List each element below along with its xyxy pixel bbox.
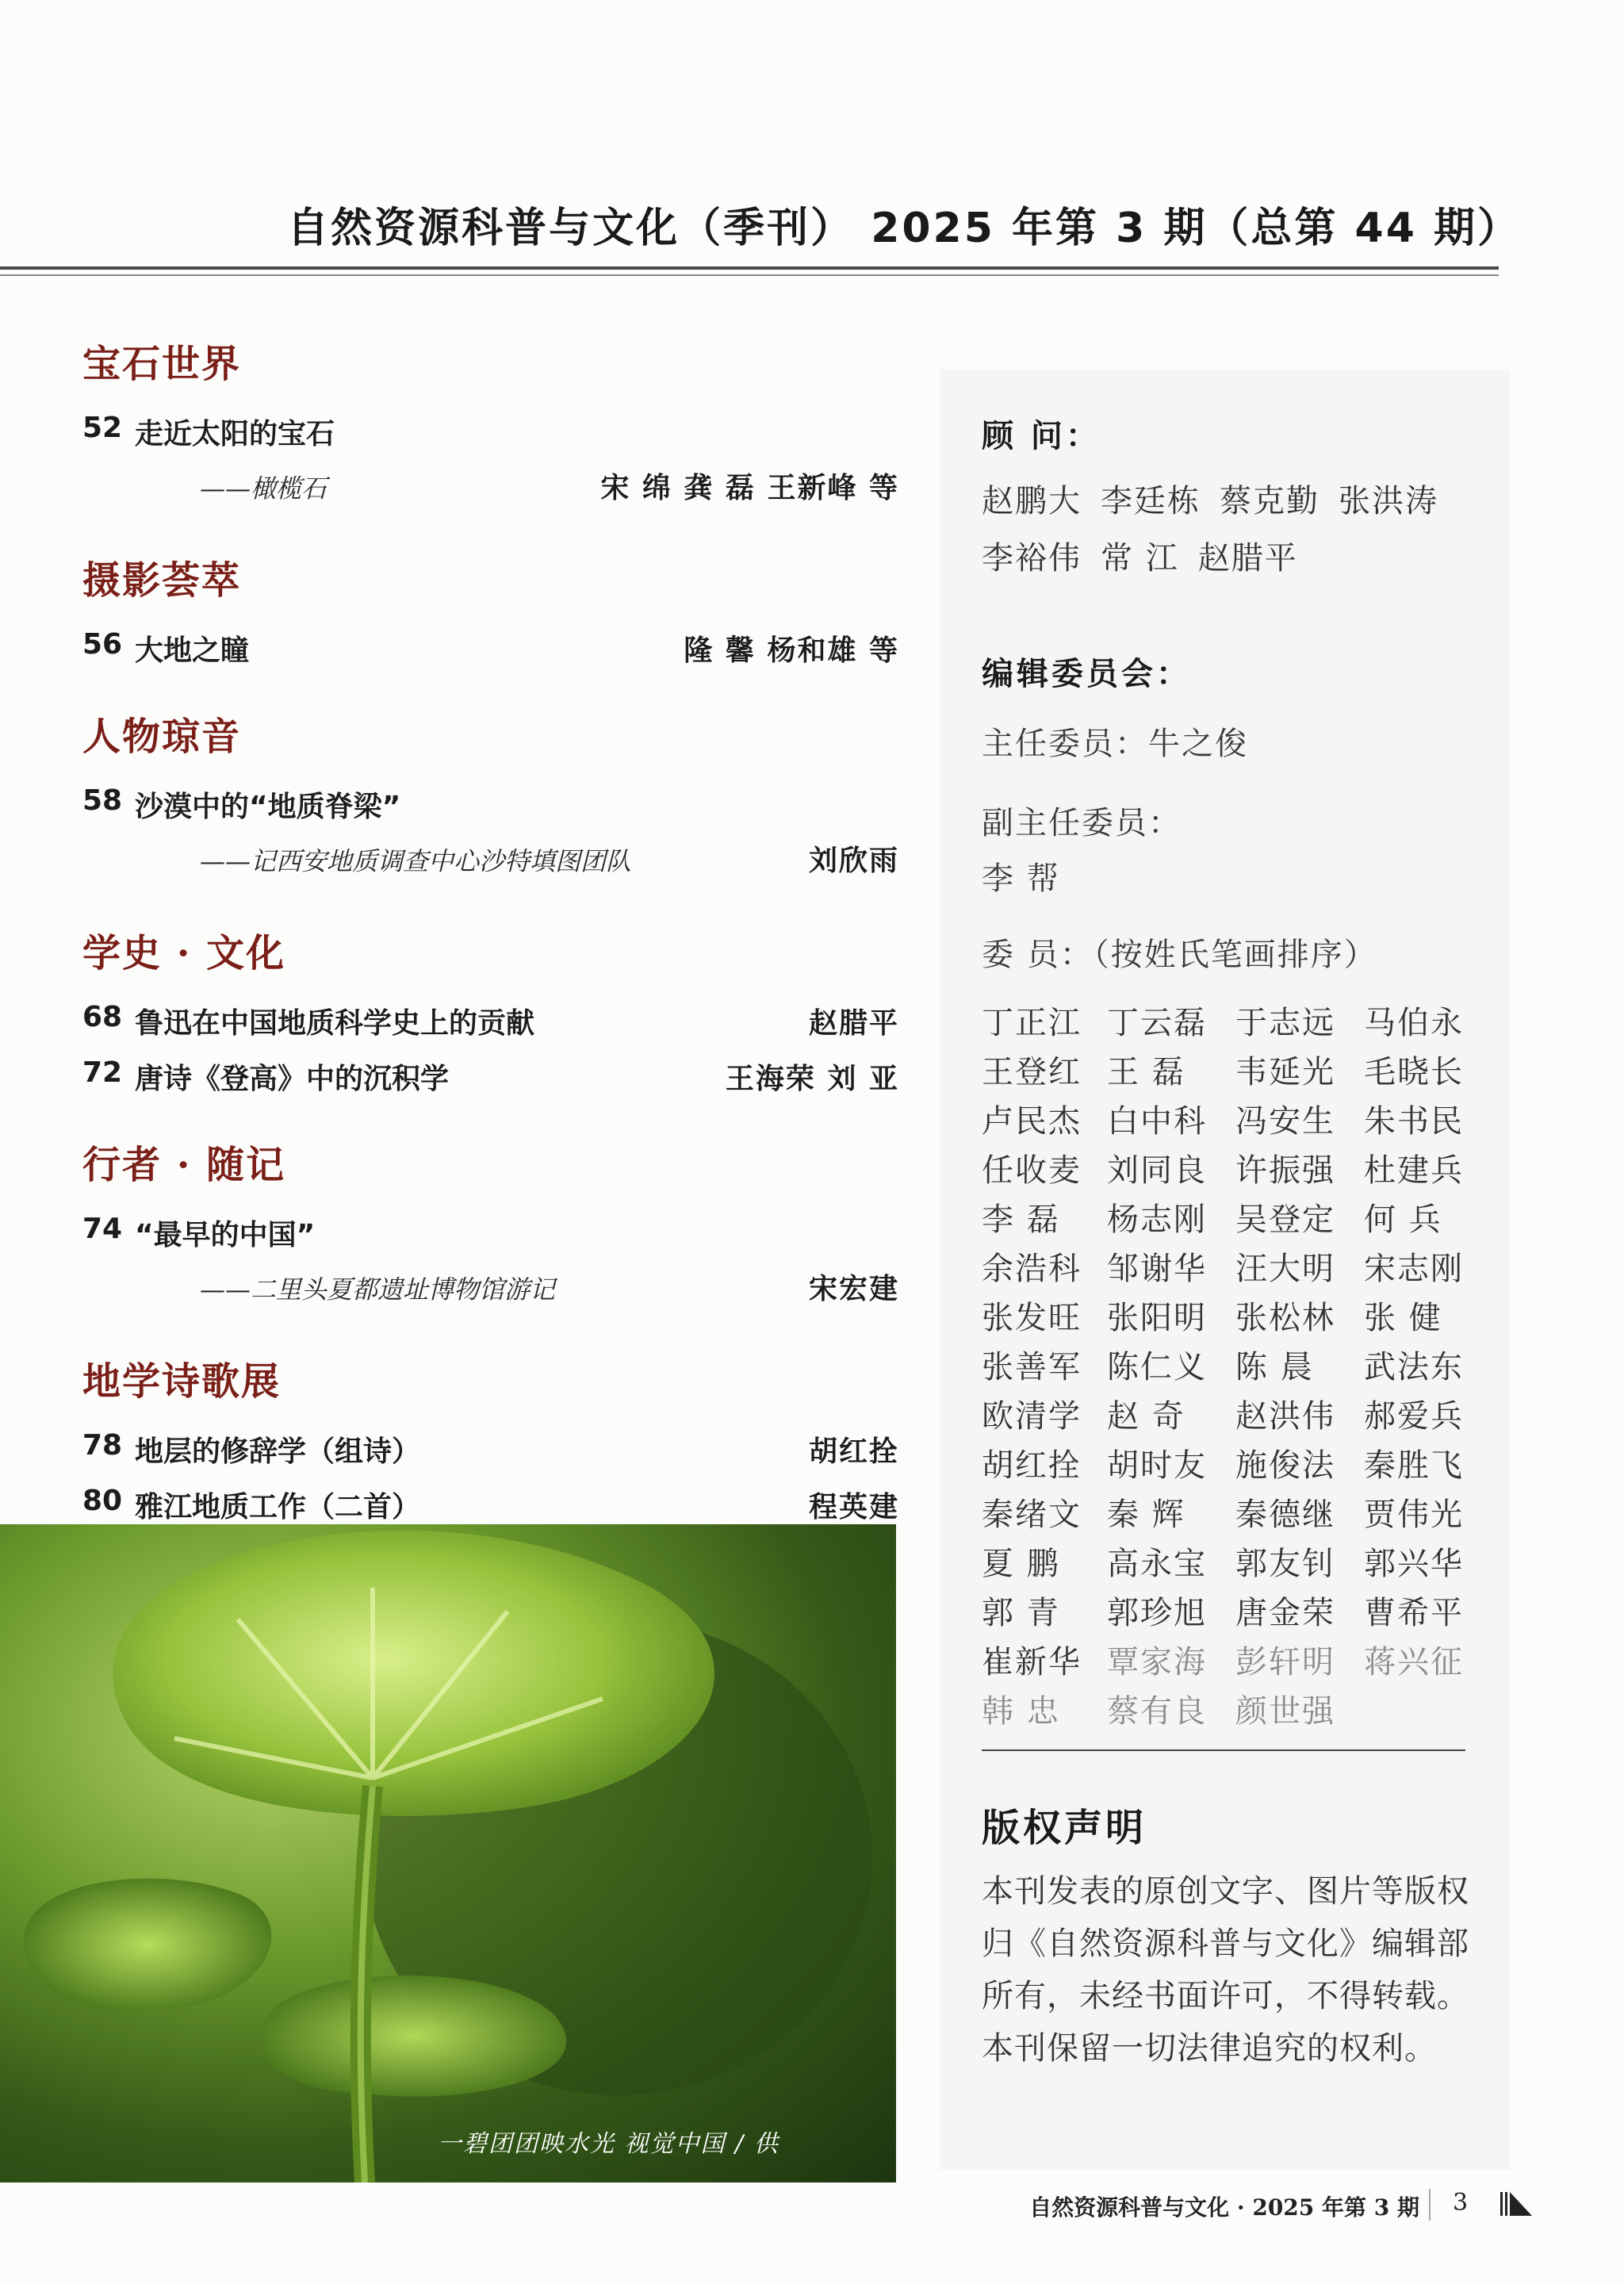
member-name: 张阳明 [1107, 1300, 1207, 1336]
section-title: 学史 · 文化 [82, 931, 286, 975]
member-name: 冯安生 [1235, 1103, 1335, 1140]
vice-director-name: 李 帮 [982, 860, 1060, 897]
member-name: 郭 青 [982, 1595, 1060, 1631]
entry-author: 宋宏建 [808, 1273, 899, 1305]
footer-divider [1429, 2189, 1431, 2221]
member-name: 刘同良 [1107, 1152, 1207, 1189]
member-name: 郭兴华 [1364, 1546, 1464, 1582]
corner-mark-icon [1500, 2189, 1532, 2217]
member-name: 李 磊 [982, 1201, 1060, 1238]
member-name: 郭珍旭 [1107, 1595, 1207, 1631]
journal-header-title: 自然资源科普与文化（季刊） 2025 年第 3 期（总第 44 期） [287, 205, 1521, 252]
entry-title[interactable]: 走近太阳的宝石 [135, 418, 335, 450]
advisor-name: 蔡克勤 [1220, 483, 1320, 519]
advisor-name: 张洪涛 [1339, 483, 1438, 519]
entry-author: 刘欣雨 [808, 845, 899, 877]
member-name: 杨志刚 [1107, 1201, 1207, 1238]
page-number: 72 [82, 1056, 123, 1089]
section-title: 行者 · 随记 [82, 1143, 286, 1187]
members-list [982, 1004, 1497, 1730]
member-name: 毛晓长 [1364, 1054, 1464, 1090]
entry-title[interactable]: 地层的修辞学（组诗） [135, 1435, 421, 1468]
footer-journal-name: 自然资源科普与文化 · 2025 年第 3 期 [1029, 2194, 1419, 2221]
toc-section-poetry [82, 1351, 899, 1534]
page-number: 78 [82, 1429, 123, 1462]
member-name: 颜世强 [1235, 1693, 1335, 1730]
entry-title[interactable]: “最早的中国” [135, 1219, 316, 1251]
member-name: 欧清学 [982, 1398, 1082, 1435]
member-name: 汪大明 [1235, 1251, 1335, 1287]
page-number: 80 [82, 1485, 123, 1517]
member-name: 邹谢华 [1107, 1251, 1207, 1287]
member-name: 任收麦 [982, 1152, 1082, 1189]
member-name: 郭友钊 [1235, 1546, 1335, 1582]
member-name: 丁云磊 [1107, 1005, 1207, 1041]
member-name: 卢民杰 [982, 1103, 1082, 1140]
member-name: 郝爱兵 [1364, 1398, 1464, 1435]
leaf-photo [0, 1524, 896, 2182]
member-name: 胡时友 [1107, 1447, 1207, 1484]
member-name: 杜建兵 [1364, 1152, 1464, 1189]
member-name: 韦延光 [1235, 1054, 1335, 1090]
toc-subentry [82, 834, 899, 894]
committee-label: 编辑委员会： [982, 655, 1191, 692]
entry-subtitle: ——二里头夏都遗址博物馆游记 [200, 1274, 556, 1305]
member-name: 张松林 [1235, 1300, 1335, 1336]
member-name: 白中科 [1107, 1103, 1207, 1140]
member-name: 秦绪文 [982, 1496, 1082, 1533]
member-name: 蔡有良 [1107, 1693, 1207, 1730]
member-name: 韩 忠 [982, 1693, 1060, 1730]
member-name: 陈 晨 [1235, 1349, 1314, 1385]
table-of-contents [82, 333, 899, 1562]
member-name: 高永宝 [1107, 1546, 1207, 1582]
entry-title[interactable]: 唐诗《登高》中的沉积学 [135, 1063, 450, 1095]
member-name: 贾伟光 [1364, 1496, 1464, 1533]
toc-section-photography [82, 550, 899, 677]
member-name: 陈仁义 [1107, 1349, 1207, 1385]
page-number: 74 [82, 1213, 123, 1245]
toc-entry[interactable] [82, 778, 899, 834]
member-name: 王登红 [982, 1054, 1082, 1090]
members-label: 委 员：（按姓氏笔画排序） [982, 937, 1377, 973]
toc-subentry [82, 461, 899, 521]
section-title: 地学诗歌展 [82, 1359, 282, 1404]
page-number: 52 [82, 412, 123, 444]
member-name: 崔新华 [982, 1644, 1082, 1680]
member-name: 张善军 [982, 1349, 1082, 1385]
entry-title[interactable]: 沙漠中的“地质脊梁” [135, 791, 401, 823]
advisor-name: 李廷栋 [1101, 483, 1201, 519]
leaf-illustration [0, 1524, 896, 2182]
header-rule-thin [0, 274, 1499, 276]
toc-entry[interactable] [82, 1206, 899, 1262]
member-name: 张发旺 [982, 1300, 1082, 1336]
copyright-title: 版权声明 [982, 1806, 1147, 1850]
member-name: 宋志刚 [1364, 1251, 1464, 1287]
committee-director: 主任委员：牛之俊 [982, 726, 1248, 762]
copyright-line: 所有，未经书面许可，不得转载。 [982, 1978, 1469, 2014]
member-name: 许振强 [1235, 1152, 1335, 1189]
member-name: 赵 奇 [1107, 1398, 1185, 1435]
advisor-name: 常 江 [1101, 540, 1179, 577]
member-name: 于志远 [1235, 1005, 1335, 1041]
member-name: 吴登定 [1235, 1201, 1335, 1238]
page-number: 58 [82, 784, 123, 817]
toc-section-history [82, 922, 899, 1106]
copyright-line: 本刊保留一切法律追究的权利。 [982, 2030, 1437, 2067]
section-title: 宝石世界 [82, 342, 242, 386]
entry-title[interactable]: 雅江地质工作（二首） [135, 1491, 421, 1523]
photo-caption: 一碧团团映水光 视觉中国 / 供 [438, 2130, 779, 2158]
advisor-name: 赵鹏大 [982, 483, 1082, 519]
entry-author: 程英建 [808, 1491, 899, 1523]
copyright-notice [982, 1865, 1489, 2075]
toc-subentry [82, 1262, 899, 1322]
member-name: 秦胜飞 [1364, 1447, 1464, 1484]
copyright-line: 本刊发表的原创文字、图片等版权 [982, 1873, 1469, 1910]
entry-subtitle: ——橄榄石 [200, 473, 327, 504]
member-name: 胡红拴 [982, 1447, 1082, 1484]
section-title: 摄影荟萃 [82, 558, 242, 603]
entry-author: 胡红拴 [808, 1435, 899, 1468]
entry-subtitle: ——记西安地质调查中心沙特填图团队 [200, 846, 632, 876]
member-name: 覃家海 [1107, 1644, 1207, 1680]
entry-title[interactable]: 大地之瞳 [135, 634, 250, 667]
member-name: 夏 鹏 [982, 1546, 1060, 1582]
page-number: 56 [82, 628, 123, 661]
member-name: 秦 辉 [1107, 1496, 1185, 1533]
toc-section-gems [82, 333, 899, 521]
member-name: 马伯永 [1364, 1005, 1464, 1041]
editorial-sidebar [940, 370, 1510, 2170]
advisor-name: 赵腊平 [1197, 540, 1298, 577]
member-name: 余浩科 [982, 1251, 1082, 1287]
member-name: 张 健 [1364, 1300, 1442, 1336]
header-rule [0, 266, 1499, 270]
advisors-list [982, 473, 1489, 587]
member-name: 王 磊 [1107, 1054, 1185, 1090]
toc-section-people [82, 706, 899, 894]
member-name: 朱书民 [1364, 1103, 1464, 1140]
sidebar-divider [982, 1749, 1465, 1751]
entry-author: 宋 绵 龚 磊 王新峰 等 [600, 472, 899, 504]
member-name: 赵洪伟 [1235, 1398, 1335, 1435]
page-number: 68 [82, 1001, 123, 1033]
member-name: 丁正江 [982, 1005, 1082, 1041]
member-name: 彭轩明 [1235, 1644, 1335, 1680]
copyright-line: 归《自然资源科普与文化》编辑部 [982, 1926, 1469, 1962]
member-name: 秦德继 [1235, 1496, 1335, 1533]
member-name: 蒋兴征 [1364, 1644, 1464, 1680]
toc-entry[interactable] [82, 405, 899, 461]
entry-author: 王海荣 刘 亚 [725, 1063, 899, 1095]
entry-author: 赵腊平 [808, 1007, 899, 1040]
toc-section-travel [82, 1134, 899, 1322]
member-name: 武法东 [1364, 1349, 1464, 1385]
vice-director-label: 副主任委员： [982, 805, 1182, 841]
advisors-label: 顾 问： [982, 417, 1101, 454]
section-title: 人物琼音 [82, 715, 242, 759]
advisor-name: 李裕伟 [982, 540, 1082, 577]
toc-entry[interactable] [82, 1423, 899, 1478]
toc-entry[interactable] [82, 1050, 899, 1106]
member-name: 施俊法 [1235, 1447, 1335, 1484]
entry-author: 隆 馨 杨和雄 等 [684, 634, 899, 667]
member-name: 曹希平 [1364, 1595, 1464, 1631]
member-name: 唐金荣 [1235, 1595, 1335, 1631]
entry-title[interactable]: 鲁迅在中国地质科学史上的贡献 [135, 1007, 535, 1040]
toc-entry[interactable] [82, 622, 899, 677]
member-name: 何 兵 [1364, 1201, 1442, 1238]
page-number-footer: 3 [1453, 2189, 1469, 2217]
toc-entry[interactable] [82, 994, 899, 1050]
